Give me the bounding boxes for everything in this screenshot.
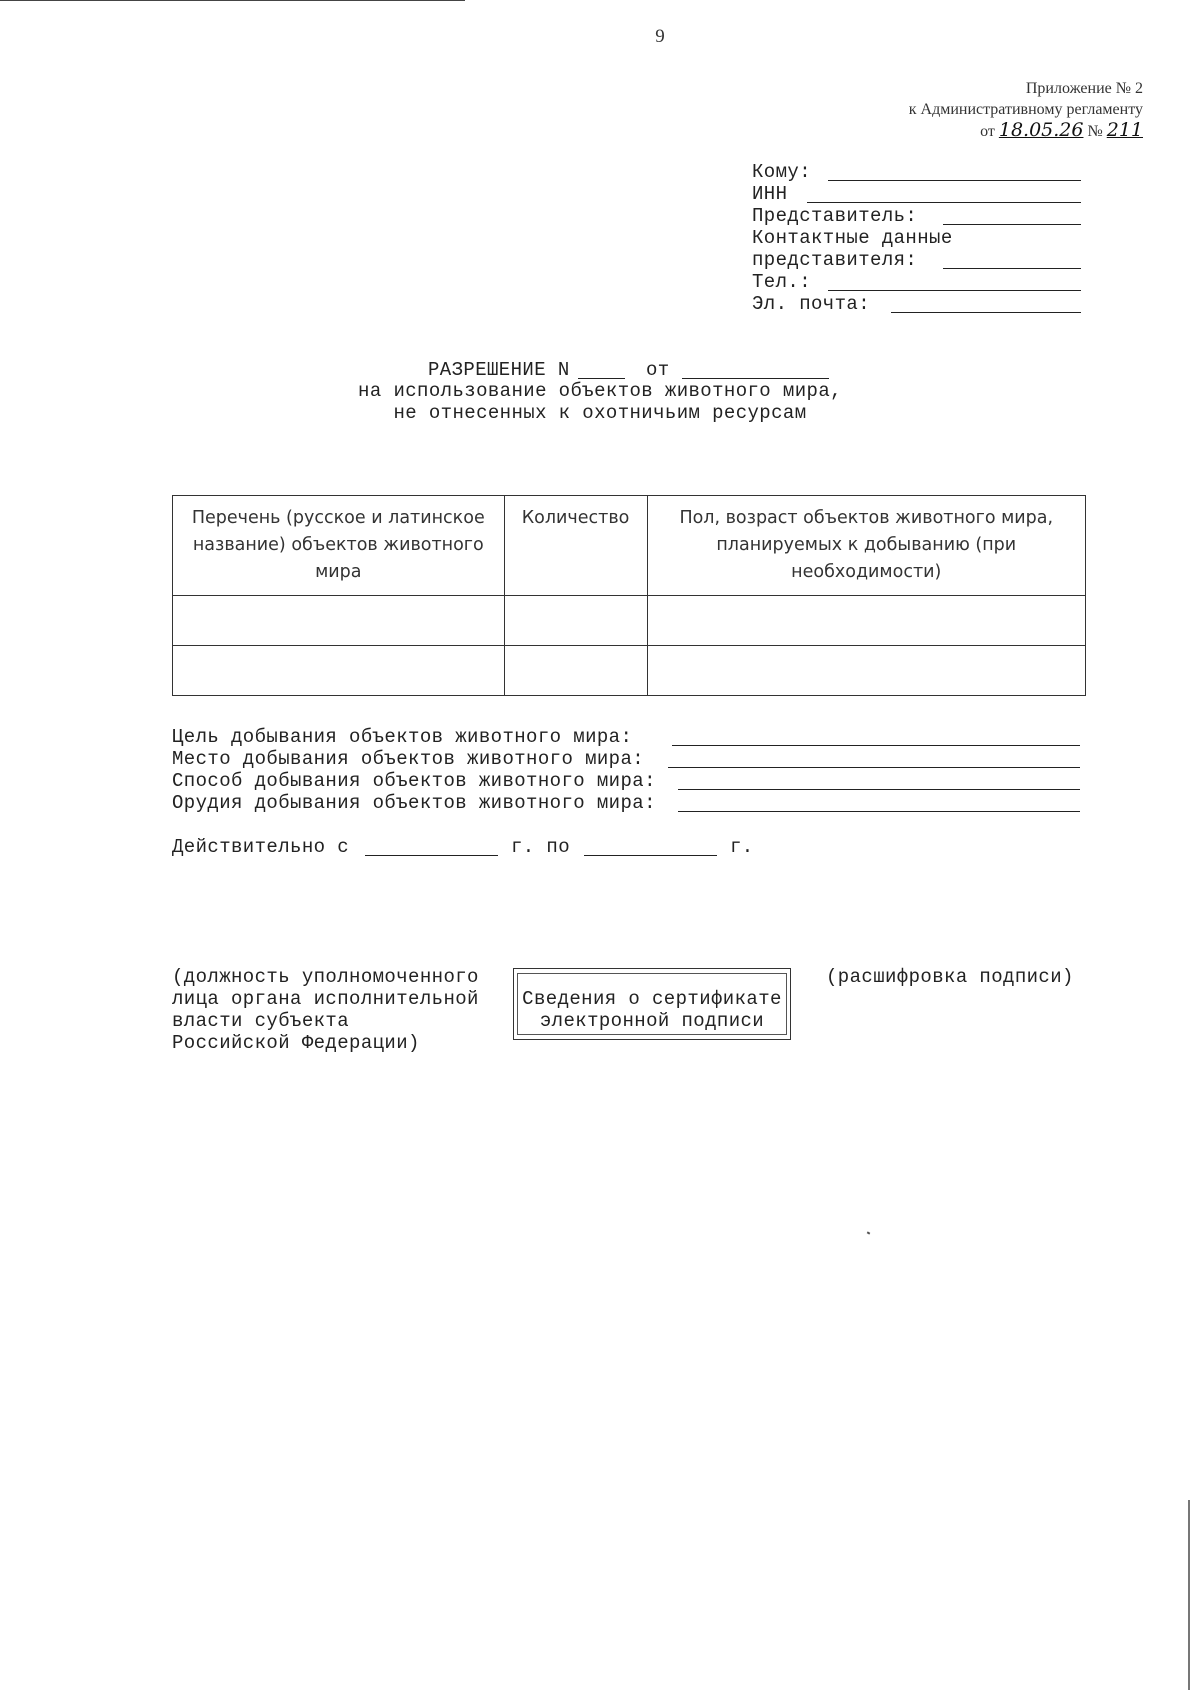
valid-from-field[interactable] (365, 855, 498, 856)
purpose-label: Цель добывания объектов животного мира: (172, 726, 633, 748)
appendix-date-handwritten: 18.05.26 (998, 119, 1084, 141)
signature-decoding-label: (расшифровка подписи) (826, 966, 1074, 988)
recipient-to-label: Кому: (752, 161, 812, 183)
appendix-from-label: от (980, 123, 995, 140)
table-row (173, 646, 1086, 696)
signatory-position-line: власти субъекта (172, 1010, 350, 1032)
recipient-to-field[interactable] (828, 180, 1081, 181)
appendix-regulation: к Административному регламенту (908, 101, 1143, 118)
recipient-representative-field[interactable] (943, 224, 1081, 225)
recipient-inn-field[interactable] (807, 202, 1081, 203)
certificate-info-line-2: электронной подписи (539, 1010, 765, 1032)
table-header-row (173, 496, 1086, 596)
permit-subtitle-line-2: не отнесенных к охотничьим ресурсам (393, 402, 807, 424)
tools-label: Орудия добывания объектов животного мира: (172, 792, 656, 814)
header-species-list: Перечень (русское и латинское название) объектов животного мира (173, 496, 505, 596)
header-quantity: Количество (504, 496, 647, 596)
recipient-contacts-label-2: представителя: (752, 249, 918, 271)
signatory-position-line: лица органа исполнительной (172, 988, 479, 1010)
table-row (173, 596, 1086, 646)
header-sex-age: Пол, возраст объектов животного мира, планируемых к добыванию (при необходимости) (647, 496, 1085, 596)
valid-from-label: Действительно с (172, 836, 350, 858)
permit-from-label: от (646, 359, 670, 381)
recipient-contacts-field[interactable] (943, 268, 1081, 269)
appendix-number-label: № (1087, 123, 1103, 140)
recipient-email-label: Эл. почта: (752, 293, 871, 315)
recipient-email-field[interactable] (891, 312, 1081, 313)
purpose-field[interactable] (672, 745, 1080, 746)
valid-to-field[interactable] (584, 855, 717, 856)
appendix-title: Приложение № 2 (1025, 80, 1143, 97)
table-cell[interactable] (173, 646, 505, 696)
method-label: Способ добывания объектов животного мира: (172, 770, 656, 792)
table-cell[interactable] (647, 596, 1085, 646)
valid-to-label: г. по (511, 836, 571, 858)
recipient-contacts-label: Контактные данные (752, 227, 953, 249)
permit-number-field[interactable] (578, 378, 625, 379)
permit-subtitle-line: на использование объектов животного мира, (358, 380, 842, 402)
appendix-date-number (980, 119, 1143, 141)
place-field[interactable] (668, 767, 1080, 768)
permit-date-field[interactable] (682, 378, 829, 379)
table-cell[interactable] (504, 646, 647, 696)
scan-edge-mark (1188, 1500, 1190, 1690)
scan-speck (867, 1231, 871, 1234)
recipient-phone-label: Тел.: (752, 271, 812, 293)
signatory-position-line: (должность уполномоченного (172, 966, 479, 988)
signatory-position-line: Российской Федерации) (172, 1032, 420, 1054)
table-cell[interactable] (173, 596, 505, 646)
top-edge-rule (0, 0, 465, 1)
animals-table (172, 495, 1086, 696)
table-cell[interactable] (647, 646, 1085, 696)
recipient-inn-label: ИНН (752, 183, 788, 205)
recipient-representative-label: Представитель: (752, 205, 918, 227)
method-field[interactable] (678, 789, 1080, 790)
appendix-number-handwritten: 211 (1106, 119, 1143, 141)
tools-field[interactable] (678, 811, 1080, 812)
permit-title-label: РАЗРЕШЕНИЕ N (428, 359, 570, 381)
page-number: 9 (655, 26, 665, 47)
place-label: Место добывания объектов животного мира: (172, 748, 645, 770)
recipient-phone-field[interactable] (828, 290, 1081, 291)
table-cell[interactable] (504, 596, 647, 646)
valid-end-year-label: г. (730, 836, 754, 858)
certificate-info-line: Сведения о сертификате (522, 988, 782, 1010)
